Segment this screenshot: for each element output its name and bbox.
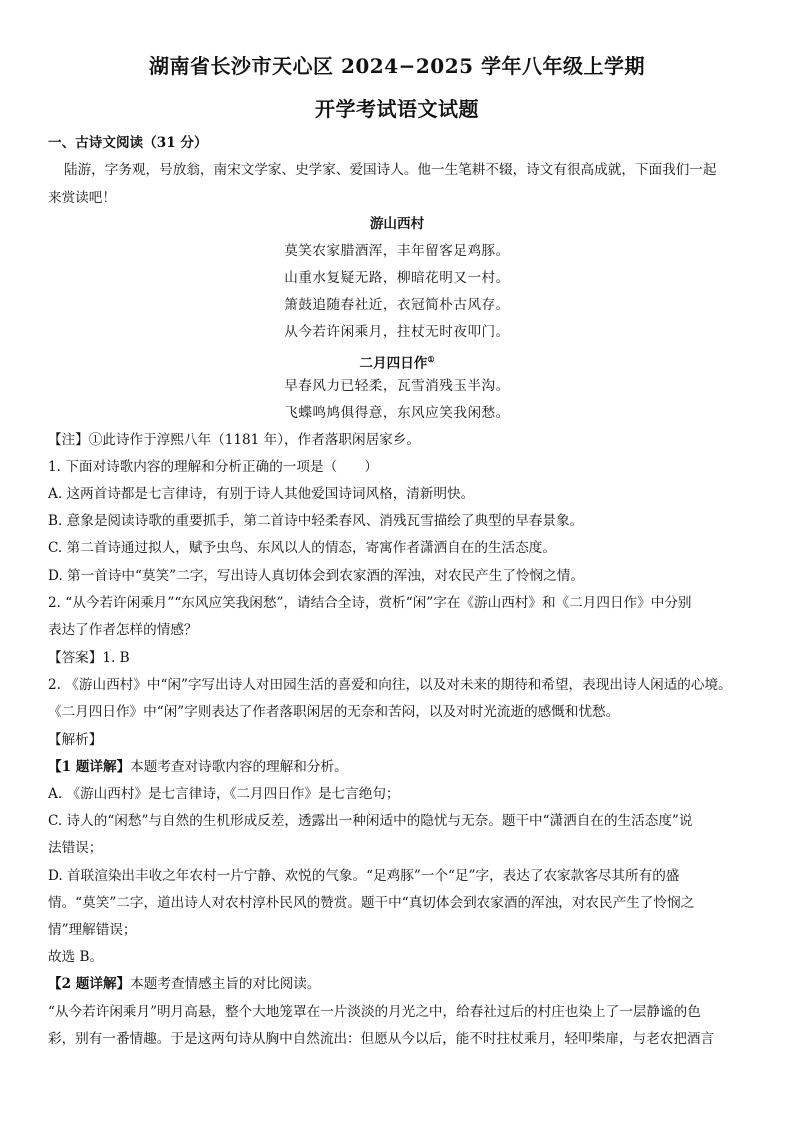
- footnote-mark: ①: [427, 354, 435, 364]
- poem1-line: 山重水复疑无路，柳暗花明又一村。: [284, 270, 510, 286]
- poem1-title: 游山西村: [369, 216, 425, 232]
- question-1: 1. 下面对诗歌内容的理解和分析正确的一项是（ ）: [48, 459, 378, 475]
- question-2-line-1: 2. “从今若许闲乘月”“东风应笑我闲愁”，请结合全诗，赏析“闲”字在《游山西村》和《二月四日作》中分别: [48, 595, 692, 611]
- title-line-2: 开学考试语文试题: [315, 97, 479, 121]
- q1-option-c: C. 第二首诗通过拟人，赋予虫鸟、东风以人的情态，寄寓作者潇洒自在的生活态度。: [48, 540, 556, 556]
- answer-2-line-1: 2. 《游山西村》中“闲”字写出诗人对田园生活的喜爱和向往，以及对未来的期待和希望，表现出诗人闲适的心境。: [48, 677, 732, 693]
- poem2-title: [0, 349, 794, 374]
- detail-1-c-1: C. 诗人的“闲愁”与自然的生机形成反差，透露出一种闲适中的隐忧与无奈。题干中“潇洒自在的生活态度”说: [48, 813, 693, 829]
- detail-1-a: A. 《游山西村》是七言律诗，《二月四日作》是七言绝句；: [48, 786, 400, 802]
- poem2-line: 早春风力已轻柔，瓦雪消残玉半沟。: [284, 378, 510, 394]
- detail-1-choice: 故选 B。: [48, 949, 104, 965]
- detail-1-d-3: 情”理解错误；: [48, 922, 137, 938]
- detail-1-tag: 【1 题详解】: [48, 759, 131, 775]
- title-line-1: 湖南省长沙市天心区 2024−2025 学年八年级上学期: [148, 54, 645, 78]
- analysis-heading: 【解析】: [48, 732, 103, 748]
- poem1-line: 从今若许闲乘月，拄杖无时夜叩门。: [284, 324, 510, 340]
- q1-option-a: A. 这两首诗都是七言律诗，有别于诗人其他爱国诗词风格，清新明快。: [48, 486, 475, 502]
- poem2-title-text: 二月四日作: [359, 355, 428, 372]
- detail-1-c-2: 法错误；: [48, 840, 103, 856]
- detail-2-heading: [48, 974, 748, 994]
- intro-text-1: 陆游，字务观，号放翁，南宋文学家、史学家、爱国诗人。他一生笔耕不辍，诗文有很高成就，下面我们一起: [64, 162, 717, 178]
- footnote: 【注】①此诗作于淳熙八年（1181 年），作者落职闲居家乡。: [48, 432, 420, 448]
- detail-1-d-2: 情。“莫笑”二字，道出诗人对农村淳朴民风的赞赏。题干中“真切体会到农家酒的浑浊，对农民产生了怜悯之: [48, 895, 695, 911]
- q1-option-d: D. 第一首诗中“莫笑”二字，写出诗人真切体会到农家酒的浑浊，对农民产生了怜悯之情。: [48, 568, 584, 584]
- detail-1-d-1: D. 首联渲染出丰收之年农村一片宁静、欢悦的气象。“足鸡豚”一个“足”字，表达了农家款客尽其所有的盛: [48, 868, 680, 884]
- detail-2-text: 本题考查情感主旨的对比阅读。: [130, 976, 321, 992]
- q1-option-b: B. 意象是阅读诗歌的重要抓手，第二首诗中轻柔春风、消残瓦雪描绘了典型的早春景象。: [48, 513, 584, 529]
- poem2-line: 飞蝶鸣鸠俱得意，东风应笑我闲愁。: [284, 405, 510, 421]
- detail-2-tag: 【2 题详解】: [48, 976, 131, 992]
- detail-1-text: 本题考查对诗歌内容的理解和分析。: [130, 759, 348, 775]
- intro-text-2: 来赏读吧！: [48, 190, 116, 206]
- detail-2-line-1: “从今若许闲乘月”明月高悬，整个大地笼罩在一片淡淡的月光之中，给春社过后的村庄也染上了一层静谧的色: [48, 1004, 701, 1020]
- poem1-line: 莫笑农家腊酒浑，丰年留客足鸡豚。: [284, 243, 510, 259]
- section-heading: 一、古诗文阅读（31 分）: [48, 135, 208, 151]
- poem1-line: 箫鼓追随春社近，衣冠简朴古风存。: [284, 297, 510, 313]
- detail-2-line-2: 彩，别有一番情趣。于是这两句诗从胸中自然流出：但愿从今以后，能不时拄杖乘月，轻叩柴扉，与老农把酒言: [48, 1031, 715, 1047]
- detail-1-heading: [48, 757, 748, 777]
- question-2-line-2: 表达了作者怎样的情感？: [48, 622, 198, 638]
- answer-2-line-2: 《二月四日作》中“闲”字则表达了作者落职闲居的无奈和苦闷，以及对时光流逝的感慨和忧愁。: [48, 704, 620, 720]
- answer-heading: 【答案】1. B: [48, 650, 130, 666]
